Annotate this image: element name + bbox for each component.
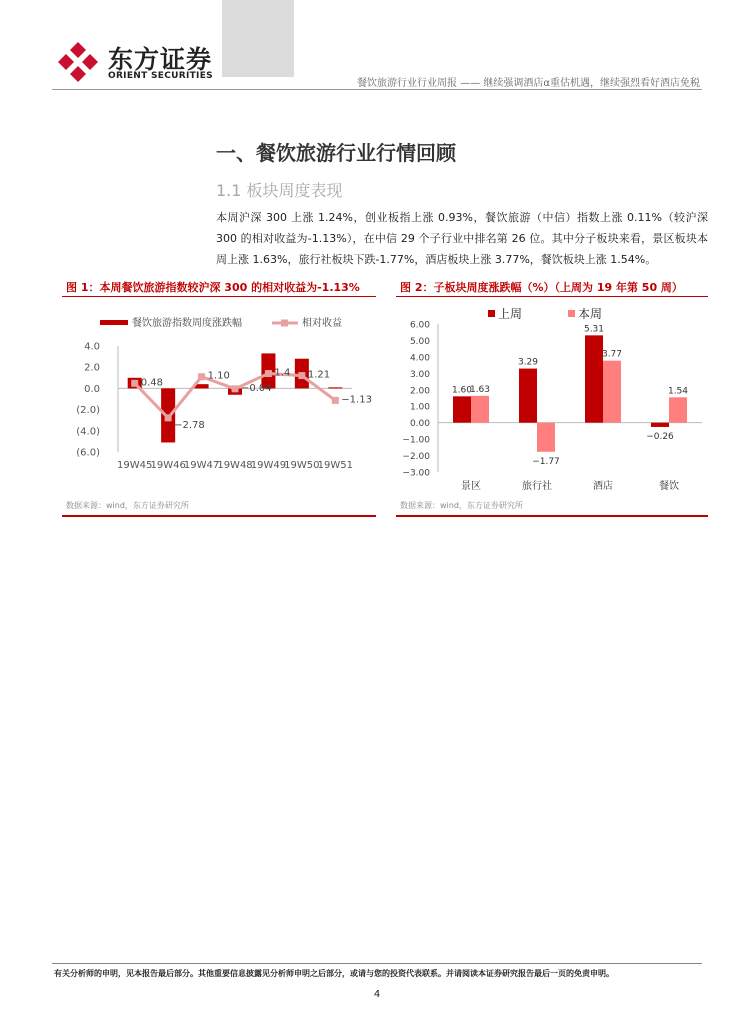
report-title: 餐饮旅游行业行业周报 —— 继续强调酒店α重估机遇，继续强烈看好酒店免税 (357, 78, 700, 89)
logo-en-text: ORIENT SECURITIES (108, 71, 213, 81)
x-tick-label: 酒店 (593, 481, 613, 492)
point-relative-return (298, 372, 305, 379)
bar-series-1 (537, 423, 555, 452)
y-tick-label: −1.00 (402, 435, 430, 446)
figure2-title: 图 2：子板块周度涨跌幅（%）（上周为 19 年第 50 周） (400, 281, 683, 294)
y-tick-label: 5.00 (409, 336, 430, 347)
y-tick-label: −2.00 (402, 452, 430, 463)
y-tick-label: 0.0 (84, 383, 100, 395)
page-number: 4 (373, 989, 381, 1000)
x-tick-label: 19W48 (217, 460, 253, 471)
y-tick-label: 1.00 (409, 402, 430, 413)
bar-series-1 (669, 397, 687, 422)
y-tick-label: 4.0 (84, 341, 100, 353)
x-tick-label: 餐饮 (659, 481, 679, 492)
bar-weekly-change (328, 387, 342, 388)
logo-mark-icon (56, 40, 100, 84)
figure1-bottom-rule (62, 515, 376, 517)
figure1-source: 数据来源：wind，东方证券研究所 (66, 501, 189, 510)
y-tick-label: 3.00 (409, 369, 430, 380)
bar-series-0 (585, 335, 603, 422)
footer-disclaimer: 有关分析师的申明，见本报告最后部分。其他重要信息披露见分析师申明之后部分，或请与您的投资代表联系。并请阅读本证券研究报告最后一页的免责申明。 (54, 969, 614, 978)
legend-swatch-bar (100, 320, 128, 325)
bar-series-1 (603, 361, 621, 423)
point-relative-return (232, 385, 239, 392)
data-label-series-0: 1.60 (451, 385, 473, 396)
data-label-relative-return: 0.48 (140, 377, 163, 389)
figure2-top-rule (396, 296, 708, 297)
y-tick-label: −3.00 (402, 468, 430, 479)
data-label-series-0: −0.26 (646, 431, 674, 442)
data-label-series-1: 3.77 (601, 349, 623, 360)
summary-paragraph: 本周沪深 300 上涨 1.24%，创业板指上涨 0.93%，餐饮旅游（中信）指数上涨 0.11%（较沪深 300 的相对收益为-1.13%），在中信 29 个子行业中排名第 26 位。其中分子板块来看，景区板块本周上涨 1.63%，旅行社板块下跌-1.77%，酒店板块上涨 3.77%，餐饮板块上涨 1.54%。 (216, 211, 708, 266)
data-label-relative-return: 1.21 (307, 369, 331, 381)
figure1-title: 图 1：本周餐饮旅游指数较沪深 300 的相对收益为-1.13% (66, 281, 360, 294)
legend-label-line: 相对收益 (302, 318, 342, 329)
x-tick-label: 19W46 (150, 460, 186, 471)
data-label-relative-return: 1.10 (207, 370, 230, 382)
data-label-relative-return: 1.4 (274, 367, 291, 379)
figure1-top-rule (62, 296, 376, 297)
data-label-relative-return: −0.04 (241, 382, 272, 394)
bar-series-0 (519, 369, 537, 423)
section-title: 一、餐饮旅游行业行情回顾 (216, 141, 456, 165)
point-relative-return (198, 373, 205, 380)
legend-label-1: 本周 (578, 307, 603, 321)
y-tick-label: 4.00 (409, 353, 430, 364)
x-tick-label: 19W50 (284, 460, 320, 471)
data-label-relative-return: −2.78 (174, 419, 205, 431)
point-relative-return (165, 414, 172, 421)
bar-series-0 (651, 423, 669, 427)
y-tick-label: 2.0 (84, 362, 100, 374)
bar-series-1 (471, 396, 489, 423)
legend-swatch-0 (488, 310, 495, 317)
point-relative-return (265, 370, 272, 377)
y-tick-label: 0.00 (409, 419, 430, 430)
logo-cn-text: 东方证券 (108, 45, 213, 74)
x-tick-label: 19W49 (250, 460, 287, 471)
header-divider (52, 89, 702, 90)
point-relative-return (332, 397, 339, 404)
y-tick-label: (2.0) (76, 405, 100, 417)
x-tick-label: 景区 (461, 481, 481, 492)
y-tick-label: 2.00 (409, 386, 430, 397)
x-tick-label: 19W47 (183, 460, 220, 471)
x-tick-label: 19W45 (117, 460, 153, 471)
y-tick-label: (6.0) (76, 447, 100, 459)
legend-swatch-1 (568, 310, 575, 317)
bar-series-0 (453, 396, 471, 422)
data-label-series-0: 5.31 (583, 324, 605, 335)
company-logo (56, 40, 236, 90)
x-tick-label: 19W51 (317, 460, 353, 471)
data-label-series-0: 3.29 (517, 357, 539, 368)
data-label-series-1: 1.54 (667, 386, 689, 397)
footer-divider (52, 963, 702, 964)
legend-marker-line (281, 320, 288, 327)
data-label-relative-return: −1.13 (341, 394, 372, 406)
figure2-bottom-rule (396, 515, 708, 517)
subsection-title: 1.1 板块周度表现 (216, 181, 343, 200)
legend-label-bar: 餐饮旅游指数周度涨跌幅 (132, 318, 242, 329)
y-tick-label: 6.00 (409, 320, 430, 331)
figure1-chart (62, 300, 376, 496)
point-relative-return (131, 380, 138, 387)
x-tick-label: 旅行社 (522, 481, 552, 492)
figure2-source: 数据来源：wind，东方证券研究所 (400, 501, 523, 510)
figure2-chart (396, 300, 708, 496)
data-label-series-1: 1.63 (469, 384, 491, 395)
data-label-series-1: −1.77 (532, 456, 560, 467)
legend-label-0: 上周 (498, 307, 523, 321)
y-tick-label: (4.0) (76, 426, 100, 438)
